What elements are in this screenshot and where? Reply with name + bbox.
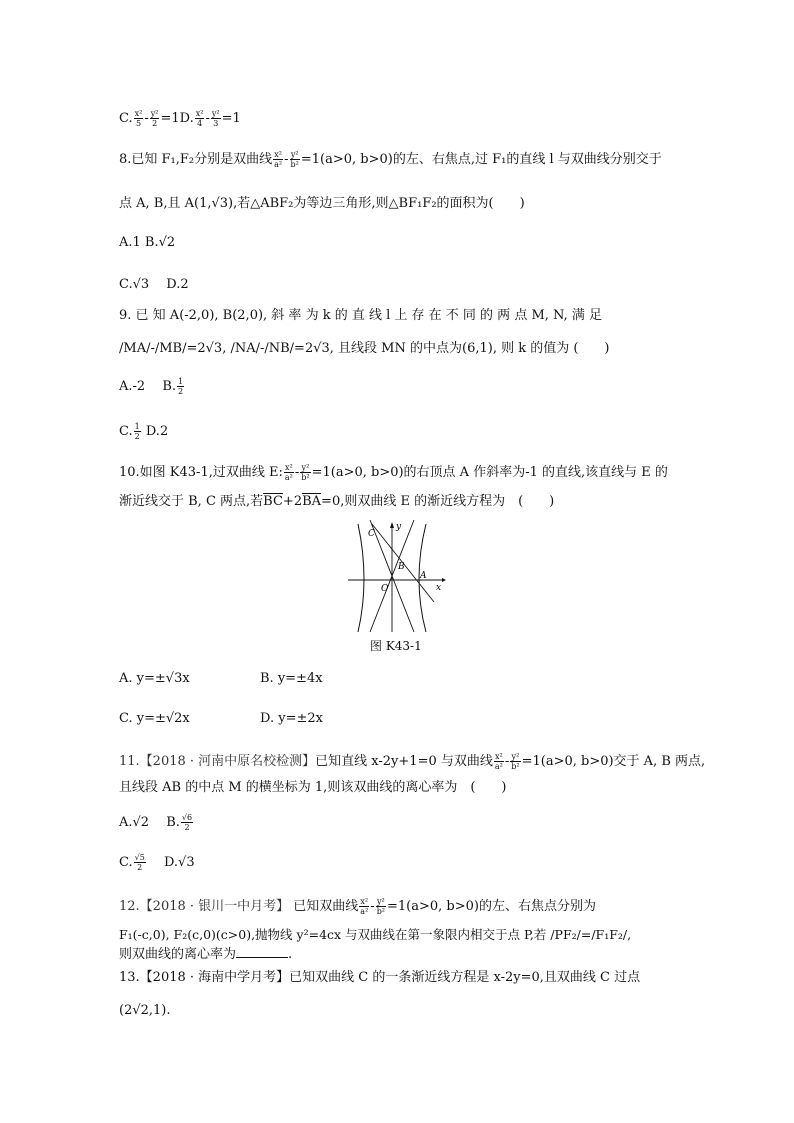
q11-frac-x2-a2: $\frac{\text{x²}}{\text{a²}}$ [494,752,503,771]
q11-line1: 11.【2018 · 河南中原名校检测】已知直线 x-2y+1=0 与双曲线 $\frac{\text{x²}}{\text{a²}}$ - $\frac{\text{y²}}{\text{b²}}$ =1(a>0, b>0)交于 A, B 两点, [119,752,706,771]
q10-option-a: A. y=±√3x [119,671,190,686]
q11-frac-sqrt5: $\frac{√5}{2}$ [134,853,145,872]
q10-option-d: D. y=±2x [260,711,323,726]
q11-frac-sqrt6: $\frac{√6}{2}$ [181,813,193,832]
x-axis-arrow [442,578,446,582]
q7-frac-x2-5: $\frac{\text{x²}}{5}$ [134,109,143,128]
q9-option-cd: C. $\frac{1}{2}$ D.2 [119,422,169,441]
q11-line2: 且线段 AB 的中点 M 的横坐标为 1,则该双曲线的离心率为 ( ) [119,780,507,795]
q9-option-ab: A.-2 B. $\frac{1}{2}$ [119,377,184,396]
q7-frac-x2-4: $\frac{\text{x²}}{4}$ [195,109,204,128]
q7-options: C. $\frac{\text{x²}}{5}$ - $\frac{\text{y²}}{2}$ =1D. $\frac{\text{x²}}{4}$ - $\frac{\text{y²}}{3}$ =1 [119,109,241,128]
hyperbola-left-branch [358,524,364,632]
q9-frac-half-b: $\frac{1}{2}$ [178,377,184,396]
q7-frac-y2-2: $\frac{\text{y²}}{2}$ [150,109,159,128]
q11-source-tag: 11.【2018 · 河南中原名校检测】 [119,754,316,769]
q12-line3: 则双曲线的离心率为 . [119,947,293,962]
q10-line2: 渐近线交于 B, C 两点,若$\overline{BC}+2\overline{BA}=0$,则双曲线 E 的渐近线方程为 ( ) [119,494,555,509]
q10-frac-x2-a2: $\frac{\text{x²}}{\text{a²}}$ [284,463,293,482]
label-a: A [420,571,427,581]
q11-option-cd: C. $\frac{√5}{2}$ D.√3 [119,853,195,872]
label-c: C [368,529,375,539]
q8-frac-y2-b2: $\frac{\text{y²}}{\text{b²}}$ [290,150,299,169]
q8-option-ab: A.1 B.√2 [119,235,176,250]
label-y: y [396,522,402,532]
vector-bc: $\overline{BC}$ [263,494,283,509]
figure-caption: 图 K43-1 [370,639,422,653]
q8-frac-x2-a2: $\frac{\text{x²}}{\text{a²}}$ [274,150,283,169]
q12-source-tag: 12.【2018 · 银川一中月考】 [119,899,290,914]
q13-line2: (2√2,1). [119,1003,171,1018]
q8-line1: 8.已知 F₁,F₂分别是双曲线 $\frac{\text{x²}}{\text{a²}}$ - $\frac{\text{y²}}{\text{b²}}$ =1(a>0, b>0)的左、右焦点,过 F₁的直线 l 与双曲线分别交于 [119,150,662,169]
label-o: O [381,584,389,594]
answer-blank[interactable] [236,945,288,958]
label-b: B [398,562,405,572]
q7-option-d-label: D. [179,111,194,126]
hyperbola-figure [348,520,446,632]
q13-line1: 13.【2018 · 海南中学月考】已知双曲线 C 的一条渐近线方程是 x-2y=0,且双曲线 C 过点 [119,970,641,985]
q8-option-cd: C.√3 D.2 [119,277,189,292]
q7-frac-y2-3: $\frac{\text{y²}}{3}$ [211,109,220,128]
q12-frac-x2-a2: $\frac{\text{x²}}{\text{a²}}$ [360,897,369,916]
q12-line2: F₁(-c,0), F₂(c,0)(c>0),抛物线 y²=4cx 与双曲线在第一象限内相交于点 P,若 /PF₂/=/F₁F₂/, [119,927,632,942]
vector-ba: $\overline{BA}$ [302,494,322,509]
q10-option-c: C. y=±√2x [119,711,190,726]
q12-line1: 12.【2018 · 银川一中月考】 已知双曲线 $\frac{\text{x²}}{\text{a²}}$ - $\frac{\text{y²}}{\text{b²}}$ =1(a>0, b>0)的左、右焦点分别为 [119,897,596,916]
q9-frac-half-c: $\frac{1}{2}$ [134,422,140,441]
q11-frac-y2-b2: $\frac{\text{y²}}{\text{b²}}$ [511,752,520,771]
q12-frac-y2-b2: $\frac{\text{y²}}{\text{b²}}$ [376,897,386,916]
y-axis-arrow [390,522,394,528]
q9-line1: 9. 已 知 A(-2,0), B(2,0), 斜 率 为 k 的 直 线 l 上 存 在 不 同 的 两 点 M, N, 满 足 [119,308,602,323]
q10-option-b: B. y=±4x [260,671,323,686]
q9-line2: /MA/-/MB/=2√3, /NA/-/NB/=2√3, 且线段 MN 的中点为(6,1), 则 k 的值为 ( ) [119,341,610,356]
q7-option-c-label: C. [119,111,133,126]
label-x: x [436,583,442,593]
q10-frac-y2-b2: $\frac{\text{y²}}{\text{b²}}$ [301,463,310,482]
q11-option-ab: A.√2 B. $\frac{√6}{2}$ [119,813,193,832]
q8-line2: 点 A, B,且 A(1,√3),若△ABF₂为等边三角形,则△BF₁F₂的面积为( ) [119,196,525,211]
q10-line1: 10.如图 K43-1,过双曲线 E: $\frac{\text{x²}}{\text{a²}}$ - $\frac{\text{y²}}{\text{b²}}$ =1(a>0, b>0)的右顶点 A 作斜率为-1 的直线,该直线与 E 的 [119,463,668,482]
